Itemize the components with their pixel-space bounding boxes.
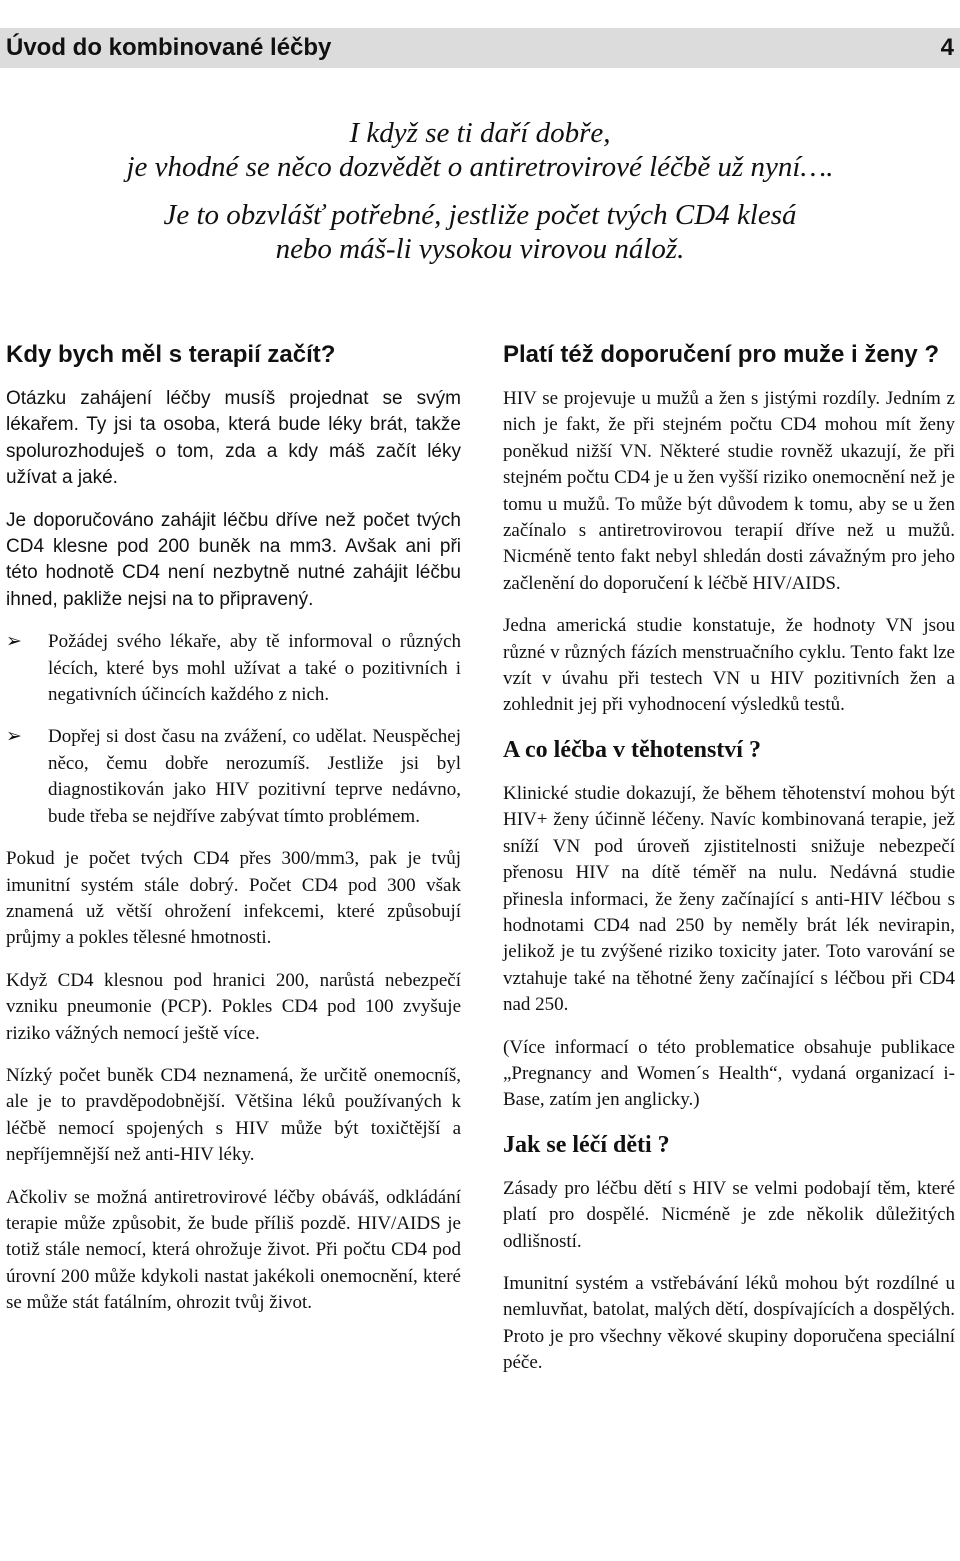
intro-line-3: Je to obzvlášť potřebné, jestliže počet tvých CD4 klesá <box>163 199 797 231</box>
paragraph: (Více informací o této problematice obsahuje publikace „Pregnancy and Women´s Health“, vydaná organizací i-Base, zatím jen anglicky.) <box>503 1036 955 1111</box>
intro-quote <box>0 116 960 280</box>
paragraph: Nízký počet buněk CD4 neznamená, že určitě onemocníš, ale je to pravděpodobnější. Většina léků používaných k léčbě nemocí spojených s HIV může být toxičtější a nepříjemnější než anti-HIV léky. <box>6 1064 461 1166</box>
paragraph: Ačkoliv se možná antiretrovirové léčby obáváš, odkládání terapie může způsobit, že bude příliš pozdě. HIV/AIDS je totiž stále nemocí, která ohrožuje život. Při počtu CD4 pod úrovní 200 může kdykoli nastat jakékoli onemocnění, které se může stát fatálním, ohrozit tvůj život. <box>6 1186 461 1314</box>
paragraph: HIV se projevuje u mužů a žen s jistými rozdíly. Jedním z nich je fakt, že při stejném počtu CD4 mohou mít ženy poněkud nižší VN. Některé studie rovněž ukazují, že při stejném počtu CD4 je u žen vyšší riziko onemocnění než je tomu u mužů. To může být důvodem k tomu, aby se u žen začínalo s antiretrovirovou terapií dříve než u mužů. Nicméně tento fakt nebyl shledán dosti závažným pro jeho začlenění do doporučení k léčbě HIV/AIDS. <box>503 388 955 594</box>
bullet-text: Požádej svého lékaře, aby tě informoval o různých lécích, které bys mohl užívat a také o pozitivních i negativních účincích každého z nich. <box>48 631 461 706</box>
bullet-item <box>6 629 461 708</box>
document-title: Úvod do kombinované léčby <box>6 34 332 61</box>
arrow-bullet-icon: ➢ <box>6 631 22 653</box>
intro-line-2: je vhodné se něco dozvědět o antiretrovirové léčbě už nyní…. <box>126 151 834 183</box>
intro-line-4: nebo máš-li vysokou virovou nálož. <box>275 233 685 265</box>
section-heading-children: Jak se léčí děti ? <box>503 1131 670 1158</box>
paragraph: Je doporučováno zahájit léčbu dříve než počet tvých CD4 klesne pod 200 buněk na mm3. Avšak ani při této hodnotě CD4 není nezbytně nutné zahájit léčbu ihned, pakliže nejsi na to připravený. <box>6 509 461 610</box>
intro-line-1: I když se ti daří dobře, <box>349 117 611 149</box>
left-column <box>6 340 461 1333</box>
page-number: 4 <box>940 34 954 61</box>
arrow-bullet-icon: ➢ <box>6 726 22 748</box>
paragraph: Klinické studie dokazují, že během těhotenství mohou být HIV+ ženy účinně léčeny. Navíc kombinovaná terapie, jež sníží VN pod úroveň zjistitelnosti snižuje nebezpečí přenosu HIV na dítě téměř na nulu. Nedávná studie přinesla informaci, že ženy začínající s anti-HIV léčbou s hodnotami CD4 nad 250 by neměly brát lék nevirapin, jelikož je tu zvýšené riziko toxicity jater. Toto varování se vztahuje také na těhotné ženy začínající s léčbou při CD4 nad 250. <box>503 782 955 1016</box>
paragraph: Zásady pro léčbu dětí s HIV se velmi podobají těm, které platí pro dospělé. Nicméně je zde několik důležitých odlišností. <box>503 1177 955 1252</box>
intro-lines-1 <box>0 116 960 184</box>
section-heading-pregnancy: A co léčba v těhotenství ? <box>503 736 761 763</box>
page-header <box>0 28 960 68</box>
paragraph: Když CD4 klesnou pod hranici 200, narůstá nebezpečí vzniku pneumonie (PCP). Pokles CD4 pod 100 zvyšuje riziko vážných nemocí ještě více. <box>6 969 461 1044</box>
paragraph: Imunitní systém a vstřebávání léků mohou být rozdílné u nemluvňat, batolat, malých dětí, dospívajících a dospělých. Proto je pro všechny věkové skupiny doporučena speciální péče. <box>503 1272 955 1374</box>
bullet-text: Dopřej si dost času na zvážení, co udělat. Neuspěchej něco, čemu dobře nerozumíš. Jestliže jsi byl diagnostikován jako HIV pozitivní teprve nedávno, bude třeba se nejdříve zabývat tímto problémem. <box>48 726 461 827</box>
paragraph: Pokud je počet tvých CD4 přes 300/mm3, pak je tvůj imunitní systém stále dobrý. Počet CD4 pod 300 však znamená už větší ohrožení infekcemi, které způsobují průjmy a pokles tělesné hmotnosti. <box>6 848 461 949</box>
intro-lines-2 <box>0 198 960 266</box>
paragraph: Jedna americká studie konstatuje, že hodnoty VN jsou různé v různých fázích menstruačního cyklu. Tento fakt lze vzít v úvahu při testech VN u HIV pozitivních žen a zohlednit jej při vyhodnocení výsledků testů. <box>503 615 955 716</box>
bullet-item <box>6 724 461 830</box>
section-heading-when-to-start: Kdy bych měl s terapií začít? <box>6 341 336 368</box>
section-heading-men-women: Platí též doporučení pro muže i ženy ? <box>503 341 940 368</box>
paragraph: Otázku zahájení léčby musíš projednat se svým lékařem. Ty jsi ta osoba, která bude léky brát, takže spolurozhoduješ o tom, zda a kdy máš začít léky užívat a jaké. <box>6 388 461 489</box>
right-column <box>503 340 955 1393</box>
